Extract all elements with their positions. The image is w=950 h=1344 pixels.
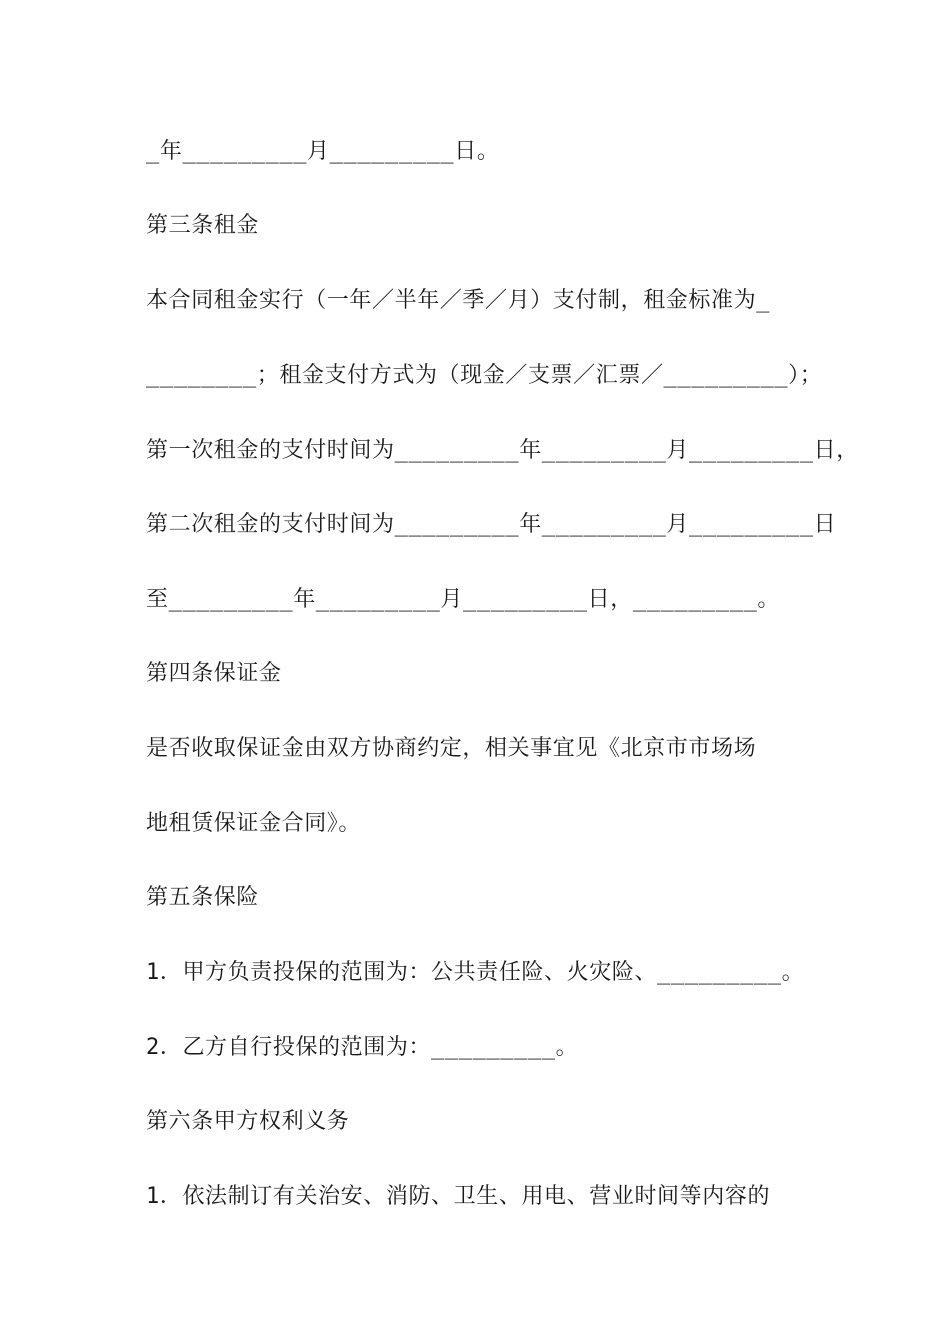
section-heading-rent: 第三条租金 bbox=[146, 213, 260, 238]
paragraph-line: 第一次租金的支付时间为_________年_________月_________日， bbox=[146, 438, 859, 463]
paragraph-line: 1．依法制订有关治安、消防、卫生、用电、营业时间等内容的 bbox=[146, 1184, 771, 1209]
paragraph-line: ________；租金支付方式为（现金／支票／汇票／_________）； bbox=[146, 363, 823, 388]
paragraph-line: 地租赁保证金合同》。 bbox=[146, 811, 362, 836]
paragraph-line: 本合同租金实行（一年／半年／季／月）支付制，租金标准为_ bbox=[146, 288, 771, 313]
section-heading-deposit: 第四条保证金 bbox=[146, 661, 282, 686]
section-heading-insurance: 第五条保险 bbox=[146, 885, 260, 910]
paragraph-line: 2．乙方自行投保的范围为：_________。 bbox=[146, 1035, 579, 1060]
paragraph-line: 1．甲方负责投保的范围为：公共责任险、火灾险、_________。 bbox=[146, 960, 805, 985]
paragraph-line: 至_________年_________月_________日，_________。 bbox=[146, 587, 781, 612]
paragraph-line: 是否收取保证金由双方协商约定，相关事宜见《北京市市场场 bbox=[146, 736, 757, 761]
date-line: _年_________月_________日。 bbox=[146, 139, 500, 164]
section-heading-party-a: 第六条甲方权利义务 bbox=[146, 1109, 350, 1134]
paragraph-line: 第二次租金的支付时间为_________年_________月_________日 bbox=[146, 512, 837, 537]
